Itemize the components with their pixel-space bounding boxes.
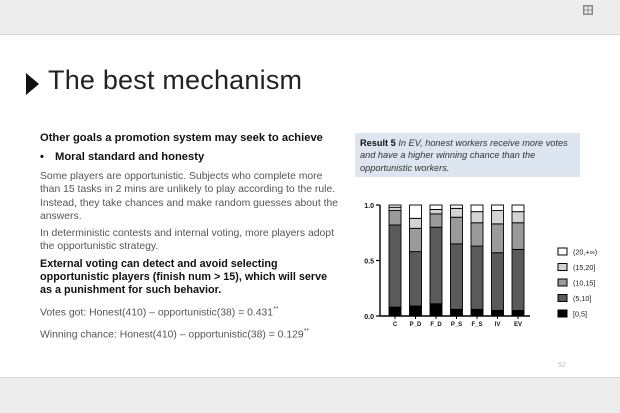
result-label: Result 5: [360, 138, 396, 148]
result-box: [355, 133, 580, 177]
x-tick-label: IV: [494, 322, 501, 328]
paragraph-external-voting: External voting can detect and avoid selecting opportunistic players (finish num > 15), which will serve as a punishment for such behavior.: [40, 257, 328, 297]
paragraph-deterministic: In deterministic contests and internal voting, more players adopt the opportunistic strategy.: [40, 228, 334, 253]
votes-stat-stars: **: [273, 305, 279, 313]
bar-segment: [512, 223, 524, 250]
bar-segment: [492, 253, 504, 311]
legend-label: (20,+∞): [573, 247, 598, 257]
bar-segment: [389, 225, 401, 307]
win-stat-stars: **: [303, 328, 310, 336]
votes-stat: [40, 303, 340, 319]
bar-segment: [389, 211, 401, 225]
top-toolbar: [0, 0, 620, 34]
legend-swatch: [558, 295, 567, 302]
win-stat: [40, 325, 340, 341]
bottom-bar: [0, 379, 620, 413]
bar-segment: [492, 211, 504, 224]
paragraph-opportunistic: Some players are opportunistic. Subjects who complete more than 15 tasks in 2 mins are unlikely to play according to the rule. Instead, they take chances and make random guesses about the answers.: [40, 171, 339, 222]
x-tick-label: C: [392, 322, 398, 328]
bar-segment: [451, 205, 463, 208]
y-tick-label: 0.5: [364, 258, 374, 266]
bar-segment: [389, 205, 401, 207]
legend-label: [0,5]: [573, 309, 587, 319]
bar-segment: [410, 252, 422, 306]
votes-stat-text: Votes got: Honest(410) – opportunistic(38) = 0.431: [40, 307, 274, 319]
legend-swatch: [558, 264, 567, 271]
slide-number: 52: [558, 362, 566, 369]
bar-segment: [512, 310, 524, 316]
legend-label: (5,10]: [573, 294, 592, 303]
section-heading: Other goals a promotion system may seek to achieve: [40, 132, 323, 144]
text-column: [40, 131, 340, 348]
bar-segment: [389, 307, 401, 316]
y-tick-label: 0.0: [364, 314, 374, 321]
title-arrow-icon: [26, 73, 39, 95]
bar-segment: [410, 205, 422, 218]
bar-segment: [471, 309, 483, 316]
bar-segment: [512, 212, 524, 223]
bar-segment: [471, 212, 483, 223]
bar-segment: [471, 223, 483, 246]
bar-segment: [410, 306, 422, 316]
bar-segment: [451, 217, 463, 244]
bar-segment: [410, 228, 422, 251]
win-stat-text: Winning chance: Honest(410) – opportunistic(38) = 0.129: [40, 329, 304, 341]
bar-segment: [430, 214, 442, 227]
legend-swatch: [558, 248, 567, 255]
bullet-dot-icon: •: [40, 151, 44, 163]
bar-segment: [430, 304, 442, 316]
bar-segment: [512, 249, 524, 310]
bar-segment: [492, 205, 504, 211]
legend-label: (15,20]: [573, 263, 596, 272]
bullet-item: [40, 150, 340, 164]
bullet-text: Moral standard and honesty: [55, 151, 205, 163]
bar-segment: [389, 207, 401, 210]
slide-canvas: [0, 34, 620, 378]
bar-segment: [451, 309, 463, 316]
title-text: The best mechanism: [48, 65, 303, 95]
x-tick-label: EV: [513, 322, 523, 328]
bar-segment: [492, 224, 504, 253]
bar-segment: [512, 205, 524, 212]
x-tick-label: F_S: [471, 322, 483, 328]
legend-swatch: [558, 310, 567, 317]
bar-segment: [430, 209, 442, 213]
legend-label: (10,15]: [573, 278, 596, 288]
bar-segment: [430, 227, 442, 304]
bar-segment: [471, 246, 483, 309]
x-tick-label: P_S: [450, 322, 463, 328]
bar-segment: [471, 205, 483, 212]
x-tick-label: F_D: [430, 322, 442, 328]
grid-view-icon[interactable]: [582, 4, 594, 16]
legend-swatch: [558, 279, 567, 286]
bar-segment: [410, 218, 422, 228]
x-tick-label: P_D: [409, 322, 422, 328]
bar-segment: [430, 205, 442, 209]
stacked-bar-chart: [350, 195, 620, 370]
bar-segment: [451, 244, 463, 309]
result-text: In EV, honest workers receive more votes and have a higher winning chance than the opportunistic workers.: [360, 138, 568, 173]
bar-segment: [451, 208, 463, 217]
y-tick-label: 1.0: [364, 203, 374, 210]
bar-segment: [492, 310, 504, 316]
